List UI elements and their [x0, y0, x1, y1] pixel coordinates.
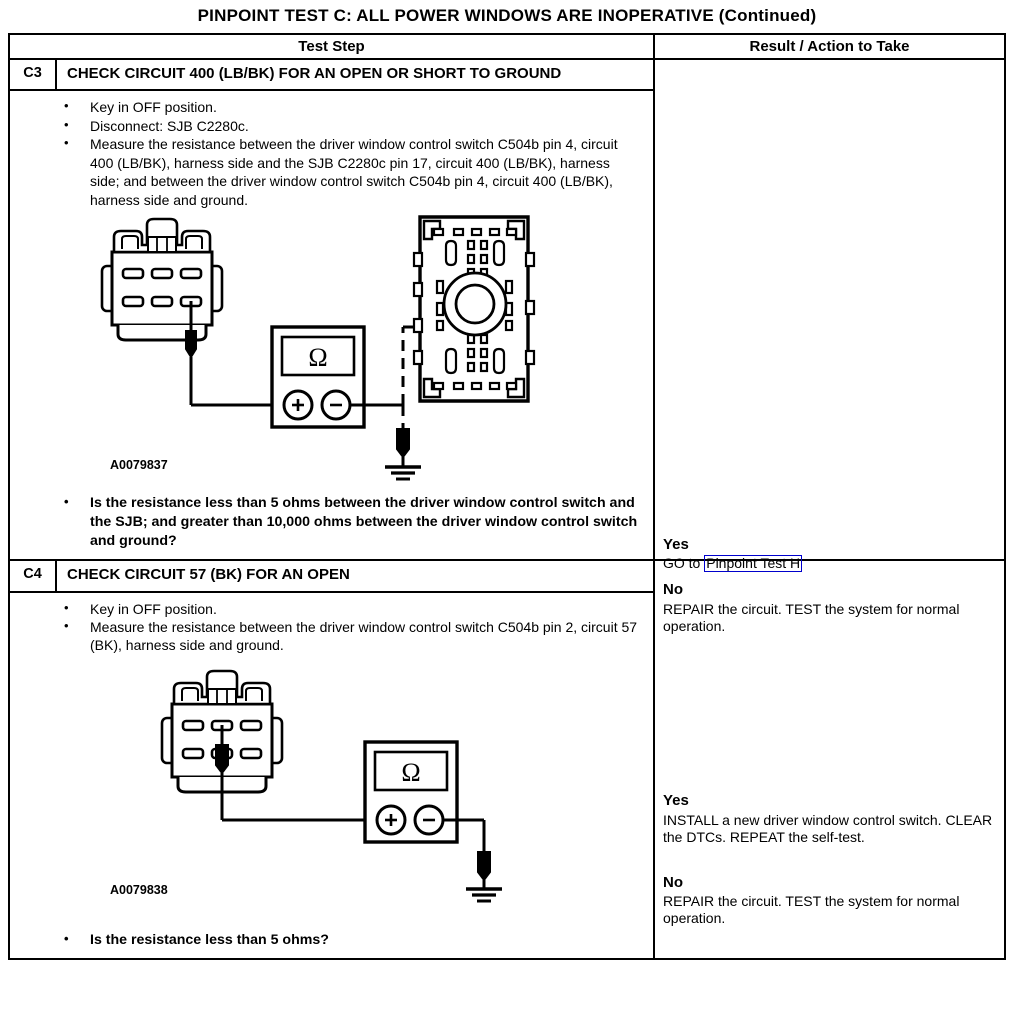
c4-figure [10, 655, 653, 927]
c4-no-text: REPAIR the circuit. TEST the system for normal operation. [663, 892, 960, 927]
ohm-symbol: Ω [401, 757, 421, 787]
c3-step-id: C3 [10, 60, 57, 89]
ground-probe [466, 852, 502, 901]
c3-test-step-cell [10, 60, 655, 559]
header-cell-result-action [655, 35, 1004, 58]
c3-yes-label: Yes [663, 536, 689, 553]
c3-result-cell [655, 60, 1004, 634]
c3-goto-text: GO to [663, 555, 705, 572]
c4-figure-id: A0079838 [110, 882, 168, 897]
c4-question-list [10, 927, 653, 958]
ground-probe [385, 429, 421, 479]
c4-step-id: C4 [10, 561, 57, 590]
table-row-c4 [10, 561, 1004, 958]
ohm-symbol: Ω [308, 343, 328, 373]
c3-instruction-list [10, 91, 653, 209]
list-item: • Measure the resistance between the driver window control switch C504b pin 4, circuit 400 (LB/BK), harness side and the SJB C2280c pin 17, circuit 400 (LB/BK), harness side; and between the driver window control switch C504b pin 4, circuit 400 (LB/BK), harness side and ground. [64, 135, 643, 209]
c4-yes-text: INSTALL a new driver window control switch. CLEAR the DTCs. REPEAT the self-test. [663, 811, 993, 845]
c4-step-body [10, 593, 653, 958]
c4-question: • Is the resistance less than 5 ohms? [64, 931, 643, 950]
page-title: PINPOINT TEST C: ALL POWER WINDOWS ARE INOPERATIVE (Continued) [197, 6, 817, 25]
c3-step-header [10, 60, 653, 91]
c3-figure [10, 209, 653, 484]
c4-step-header [10, 561, 653, 592]
pinpoint-test-h-link[interactable]: Pinpoint Test H [706, 555, 801, 572]
c4-circuit-diagram [10, 655, 655, 927]
header-result-action-label: Result / Action to Take [749, 38, 910, 55]
list-item: • Measure the resistance between the driver window control switch C504b pin 2, circuit 57 (BK), harness side and ground. [64, 618, 643, 655]
c4-instruction-list [10, 593, 653, 655]
header-cell-test-step [10, 35, 655, 58]
c4-no-label: No [663, 873, 683, 891]
table-header-row [10, 35, 1004, 60]
c4-yes-label: Yes [663, 792, 689, 810]
c3-question: • Is the resistance less than 5 ohms between the driver window control switch and the SJB; and greater than 10,000 ohms between the driver window control switch and ground? [64, 494, 643, 551]
c3-figure-id: A0079837 [110, 458, 168, 473]
c3-step-title: CHECK CIRCUIT 400 (LB/BK) FOR AN OPEN OR SHORT TO GROUND [67, 65, 562, 82]
multimeter-ohm [272, 327, 364, 427]
connector-c504b [102, 219, 222, 340]
multimeter-ohm [365, 742, 457, 842]
pinpoint-test-table [8, 33, 1006, 960]
c3-question-list [10, 484, 653, 559]
c4-result-cell [655, 561, 1004, 958]
c3-circuit-diagram [10, 209, 655, 484]
c3-step-body [10, 91, 653, 559]
c4-step-title: CHECK CIRCUIT 57 (BK) FOR AN OPEN [67, 566, 350, 584]
list-item: • Key in OFF position. [64, 98, 643, 116]
list-item: • Disconnect: SJB C2280c. [64, 117, 643, 135]
c4-test-step-cell [10, 561, 655, 958]
c3-no-label: No [663, 581, 683, 599]
list-item: • Key in OFF position. [64, 600, 643, 618]
connector-sjb-c2280c [414, 217, 534, 401]
c3-no-text: REPAIR the circuit. TEST the system for normal operation. [663, 600, 960, 634]
header-test-step-label: Test Step [298, 38, 365, 55]
